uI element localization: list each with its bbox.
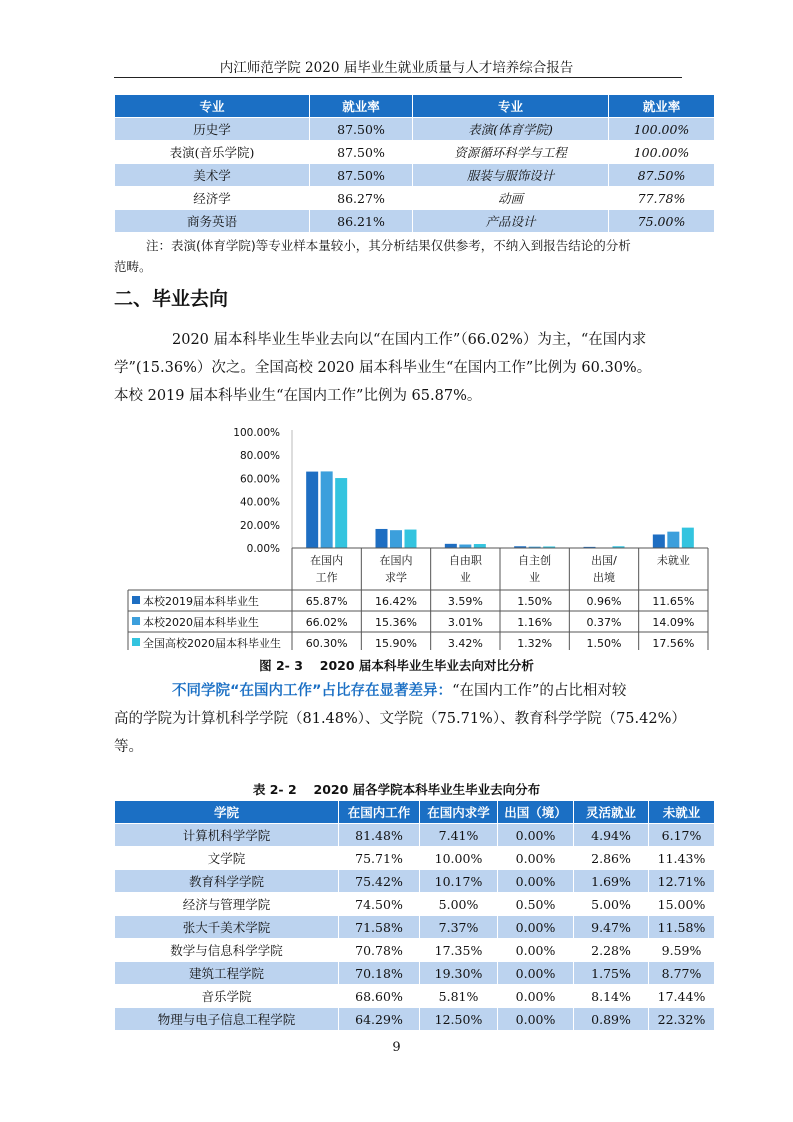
category-label: 业 — [529, 571, 541, 584]
table-row — [115, 870, 715, 893]
percent-cell: 6.17% — [649, 824, 715, 847]
percent-cell: 1.75% — [574, 962, 649, 985]
bar — [667, 532, 679, 548]
major-cell: 经济学 — [115, 187, 310, 210]
data-table-value: 66.02% — [305, 616, 348, 629]
college-cell: 教育科学学院 — [115, 870, 339, 893]
y-tick-label: 0.00% — [246, 543, 280, 555]
percent-cell: 17.44% — [649, 985, 715, 1008]
paragraph-line: 本校 2019 届本科毕业生“在国内工作”比例为 65.87%。 — [114, 388, 482, 404]
table-row — [115, 893, 715, 916]
header-cell: 学院 — [115, 801, 339, 824]
bar — [321, 471, 333, 548]
table-row — [115, 847, 715, 870]
data-table-value: 16.42% — [375, 595, 417, 608]
legend-swatch — [132, 638, 140, 646]
rate-cell: 87.50% — [310, 141, 413, 164]
destination-comparison-chart — [120, 420, 720, 650]
table-row — [115, 939, 715, 962]
percent-cell: 19.30% — [420, 962, 498, 985]
y-tick-label: 20.00% — [239, 519, 280, 532]
major-cell: 美术学 — [115, 164, 310, 187]
percent-cell: 75.71% — [339, 847, 420, 870]
rate-cell: 77.78% — [609, 187, 715, 210]
major-cell: 资源循环科学与工程 — [413, 141, 609, 164]
percent-cell: 71.58% — [339, 916, 420, 939]
rate-cell: 87.50% — [310, 164, 413, 187]
table-header-row — [115, 95, 715, 118]
y-tick-label: 100.00% — [233, 427, 280, 439]
percent-cell: 0.00% — [498, 1008, 574, 1031]
major-employment-table — [114, 94, 715, 233]
category-label: 未就业 — [656, 554, 690, 567]
data-table-value: 1.32% — [517, 637, 553, 650]
percent-cell: 75.42% — [339, 870, 420, 893]
rate-cell: 87.50% — [609, 164, 715, 187]
college-cell: 物理与电子信息工程学院 — [115, 1008, 339, 1031]
paragraph-line: 高的学院为计算机科学学院（81.48%）、文学院（75.71%）、教育科学学院（75.42%） — [114, 711, 686, 727]
data-table-value: 1.50% — [517, 595, 553, 608]
major-cell: 动画 — [413, 187, 609, 210]
percent-cell: 8.77% — [649, 962, 715, 985]
bar — [335, 478, 347, 548]
legend-label: 本校2020届本科毕业生 — [143, 616, 259, 629]
category-label: 在国内 — [379, 554, 413, 567]
table-row — [115, 824, 715, 847]
percent-cell: 15.00% — [649, 893, 715, 916]
percent-cell: 17.35% — [420, 939, 498, 962]
note-line: 范畴。 — [114, 259, 152, 274]
percent-cell: 0.00% — [498, 962, 574, 985]
percent-cell: 0.89% — [574, 1008, 649, 1031]
y-tick-label: 60.00% — [239, 473, 280, 486]
bar — [405, 530, 417, 548]
category-label: 在国内 — [310, 554, 344, 567]
major-cell: 历史学 — [115, 118, 310, 141]
data-table-value: 1.50% — [586, 637, 622, 650]
percent-cell: 4.94% — [574, 824, 649, 847]
percent-cell: 9.59% — [649, 939, 715, 962]
percent-cell: 22.32% — [649, 1008, 715, 1031]
category-label: 自由职 — [448, 554, 482, 567]
header-cell: 就业率 — [609, 95, 715, 118]
percent-cell: 0.00% — [498, 824, 574, 847]
percent-cell: 70.18% — [339, 962, 420, 985]
data-table-value: 17.56% — [652, 637, 695, 650]
paragraph-text: “在国内工作”的占比相对较 — [452, 683, 627, 699]
data-table-value: 14.09% — [652, 616, 695, 629]
header-cell: 就业率 — [310, 95, 413, 118]
legend-swatch — [132, 596, 140, 604]
rate-cell: 87.50% — [310, 118, 413, 141]
data-table-value: 1.16% — [517, 616, 553, 629]
category-label: 出国/ — [591, 554, 617, 567]
percent-cell: 5.00% — [420, 893, 498, 916]
category-label: 自主创 — [518, 554, 552, 567]
legend-label: 本校2019届本科毕业生 — [143, 595, 259, 608]
header-cell: 灵活就业 — [574, 801, 649, 824]
percent-cell: 81.48% — [339, 824, 420, 847]
y-tick-label: 40.00% — [239, 496, 280, 509]
paragraph — [114, 326, 686, 410]
legend-label: 全国高校2020届本科毕业生 — [143, 637, 281, 650]
college-cell: 数学与信息科学学院 — [115, 939, 339, 962]
header-cell: 在国内求学 — [420, 801, 498, 824]
percent-cell: 74.50% — [339, 893, 420, 916]
chart-axes — [233, 427, 292, 555]
percent-cell: 8.14% — [574, 985, 649, 1008]
rate-cell: 100.00% — [609, 141, 715, 164]
page-number: 9 — [392, 1040, 401, 1055]
major-cell: 商务英语 — [115, 210, 310, 233]
bar — [306, 472, 318, 548]
paragraph — [114, 677, 686, 761]
rate-cell: 100.00% — [609, 118, 715, 141]
major-cell: 服装与服饰设计 — [413, 164, 609, 187]
percent-cell: 0.50% — [498, 893, 574, 916]
bar — [459, 545, 471, 548]
data-table-value: 0.37% — [586, 616, 622, 629]
data-table-value: 0.96% — [586, 595, 622, 608]
percent-cell: 0.00% — [498, 985, 574, 1008]
bar — [445, 544, 457, 548]
percent-cell: 68.60% — [339, 985, 420, 1008]
rate-cell: 86.27% — [310, 187, 413, 210]
major-cell: 表演(音乐学院) — [115, 141, 310, 164]
table-row — [115, 962, 715, 985]
percent-cell: 5.00% — [574, 893, 649, 916]
figure-caption: 图 2- 3 2020 届本科毕业生毕业去向对比分析 — [259, 658, 534, 673]
percent-cell: 70.78% — [339, 939, 420, 962]
percent-cell: 0.00% — [498, 847, 574, 870]
table-row — [115, 1008, 715, 1031]
table-row — [115, 187, 715, 210]
data-table-value: 65.87% — [305, 595, 348, 608]
chart-bars — [306, 471, 694, 548]
percent-cell: 0.00% — [498, 916, 574, 939]
college-cell: 音乐学院 — [115, 985, 339, 1008]
data-table-value: 60.30% — [305, 637, 348, 650]
section-title: 二、毕业去向 — [114, 288, 229, 310]
table-header-row — [115, 801, 715, 824]
bar — [390, 530, 402, 548]
college-cell: 文学院 — [115, 847, 339, 870]
percent-cell: 0.00% — [498, 939, 574, 962]
percent-cell: 12.71% — [649, 870, 715, 893]
category-label: 求学 — [385, 571, 407, 584]
table-row — [115, 985, 715, 1008]
data-table-value: 15.90% — [375, 637, 417, 650]
percent-cell: 64.29% — [339, 1008, 420, 1031]
paragraph-line: 学”(15.36%）次之。全国高校 2020 届本科毕业生“在国内工作”比例为 60.30%。 — [114, 360, 652, 376]
category-label: 出境 — [593, 571, 615, 584]
header-cell: 在国内工作 — [339, 801, 420, 824]
percent-cell: 10.00% — [420, 847, 498, 870]
y-tick-label: 80.00% — [239, 450, 280, 463]
highlight-text: 不同学院“在国内工作”占比存在显著差异： — [172, 683, 453, 699]
table-row — [115, 118, 715, 141]
college-cell: 经济与管理学院 — [115, 893, 339, 916]
college-cell: 建筑工程学院 — [115, 962, 339, 985]
table-row — [115, 164, 715, 187]
data-table-value: 3.59% — [447, 595, 483, 608]
category-label: 工作 — [315, 571, 338, 584]
percent-cell: 11.43% — [649, 847, 715, 870]
running-header: 内江师范学院 2020 届毕业生就业质量与人才培养综合报告 — [219, 60, 574, 76]
paragraph-line: 等。 — [114, 739, 143, 755]
percent-cell: 10.17% — [420, 870, 498, 893]
percent-cell: 7.41% — [420, 824, 498, 847]
paragraph-line: 2020 届本科毕业生毕业去向以“在国内工作”（66.02%）为主，“在国内求 — [172, 332, 647, 348]
header-cell: 未就业 — [649, 801, 715, 824]
percent-cell: 0.00% — [498, 870, 574, 893]
bar — [376, 529, 388, 548]
table-row — [115, 916, 715, 939]
bar — [653, 534, 665, 548]
data-table-value: 3.42% — [447, 637, 483, 650]
table-note — [114, 235, 686, 277]
percent-cell: 9.47% — [574, 916, 649, 939]
data-table-value: 15.36% — [375, 616, 417, 629]
data-table-value: 11.65% — [652, 595, 695, 608]
college-destination-table — [114, 800, 715, 1031]
header-cell: 专业 — [413, 95, 609, 118]
percent-cell: 12.50% — [420, 1008, 498, 1031]
major-cell: 产品设计 — [413, 210, 609, 233]
rate-cell: 86.21% — [310, 210, 413, 233]
legend-swatch — [132, 617, 140, 625]
college-cell: 张大千美术学院 — [115, 916, 339, 939]
college-table-body — [115, 824, 715, 1031]
header-cell: 专业 — [115, 95, 310, 118]
category-label: 业 — [459, 571, 471, 584]
header-cell: 出国（境） — [498, 801, 574, 824]
percent-cell: 5.81% — [420, 985, 498, 1008]
college-cell: 计算机科学学院 — [115, 824, 339, 847]
percent-cell: 2.86% — [574, 847, 649, 870]
rate-cell: 75.00% — [609, 210, 715, 233]
header-rule — [114, 77, 682, 78]
note-line: 注：表演(体育学院)等专业样本量较小，其分析结果仅供参考，不纳入到报告结论的分析 — [146, 238, 631, 253]
table-row — [115, 141, 715, 164]
data-table-value: 3.01% — [447, 616, 483, 629]
table-caption: 表 2- 2 2020 届各学院本科毕业生毕业去向分布 — [252, 782, 541, 797]
percent-cell: 11.58% — [649, 916, 715, 939]
major-cell: 表演(体育学院) — [413, 118, 609, 141]
percent-cell: 7.37% — [420, 916, 498, 939]
chart-data-table — [128, 548, 708, 650]
percent-cell: 2.28% — [574, 939, 649, 962]
table-row — [115, 210, 715, 233]
bar — [474, 544, 486, 548]
percent-cell: 1.69% — [574, 870, 649, 893]
bar — [682, 528, 694, 548]
